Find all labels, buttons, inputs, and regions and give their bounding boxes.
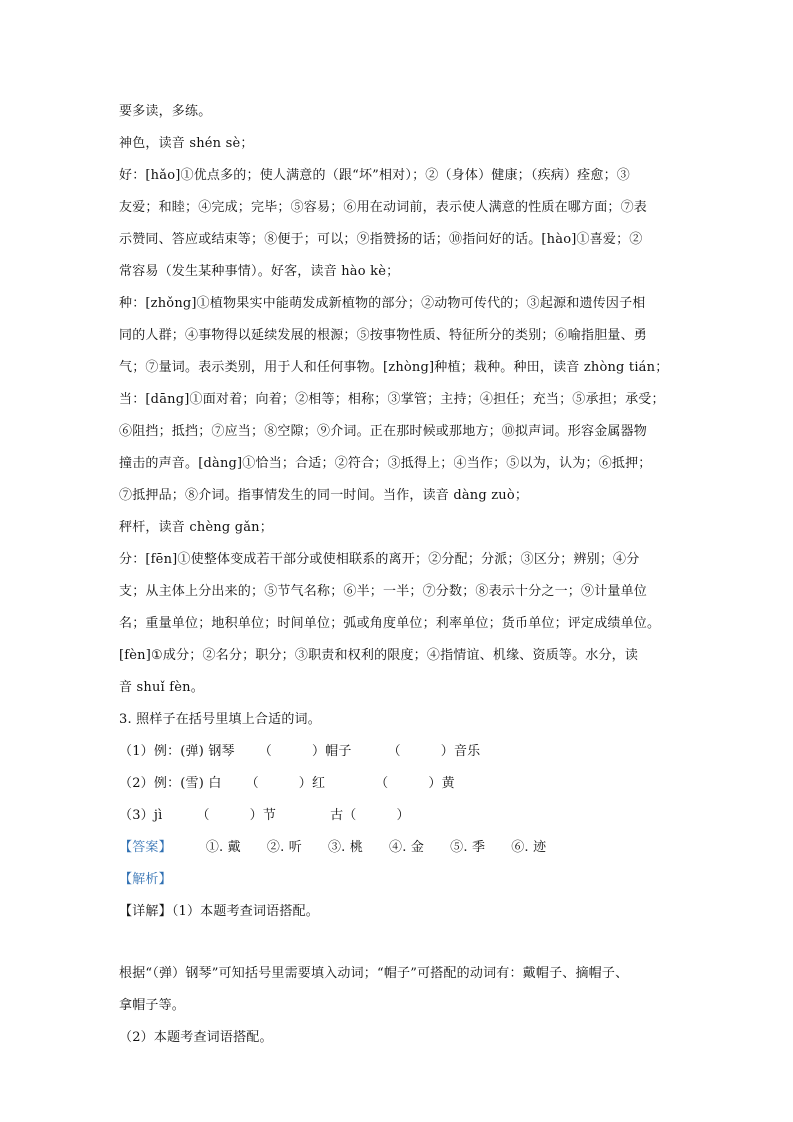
answer-line — [119, 840, 572, 856]
detail-text: （1）本题考查词语搭配。 — [171, 904, 319, 919]
paragraph-line: 种：[zhǒng]①植物果实中能萌发成新植物的部分；②动物可传代的；③起源和遗传因子相 — [119, 296, 646, 311]
paragraph-line: 常容易（发生某种事情）。好客，读音 hào kè； — [119, 264, 400, 279]
detail-label: 【详解】 — [119, 904, 172, 919]
paragraph-line: 支；从主体上分出来的；⑤节气名称；⑥半；一半；⑦分数；⑧表示十分之一；⑨计量单位 — [119, 584, 648, 599]
exercise-prefix: （1）例：(弹) 钢琴 — [119, 744, 235, 759]
paragraph-line: 同的人群；④事物得以延续发展的根源；⑤按事物性质、特征所分的类别；⑥喻指胆量、勇 — [119, 328, 648, 343]
answer-item: ③. 桃 — [327, 840, 364, 855]
question-heading: 3. 照样子在括号里填上合适的词。 — [119, 712, 321, 727]
paragraph-line: 当：[dāng]①面对着；向着；②相等；相称；③掌管；主持；④担任；充当；⑤承担；承受； — [119, 392, 665, 407]
paragraph-line: [fèn]①成分；②名分；职分；③职责和权利的限度；④指情谊、机缘、资质等。水分，读 — [119, 648, 639, 663]
blank-close: ）帽子 — [311, 744, 352, 759]
answer-item: ⑤. 季 — [450, 840, 486, 855]
blank-open: （ — [258, 744, 272, 759]
answer-item: ⑥. 迹 — [511, 840, 547, 855]
blank-close: ）节 — [249, 808, 277, 823]
explanation-line: 拿帽子等。 — [119, 998, 186, 1013]
paragraph-line: 神色，读音 shén sè； — [119, 136, 254, 151]
explanation-line: （2）本题考查词语搭配。 — [119, 1030, 273, 1045]
paragraph-line: 好：[hǎo]①优点多的；使人满意的（跟“坏”相对）；②（身体）健康；（疾病）痊愈；③ — [119, 168, 630, 183]
blank-close: ）黄 — [428, 776, 455, 791]
exercise-prefix: （3）jì — [119, 808, 163, 823]
paragraph-line: 友爱；和睦；④完成；完毕；⑤容易；⑥用在动词前，表示使人满意的性质在哪方面；⑦表 — [119, 200, 648, 215]
blank-open: 古（ — [330, 808, 357, 823]
answer-item: ①. 戴 — [205, 840, 241, 855]
analysis-label: 【解析】 — [119, 872, 172, 887]
paragraph-line: ⑥阻挡；抵挡；⑦应当；⑧空隙；⑨介词。正在那时候或那地方；⑩拟声词。形容金属器物 — [119, 424, 648, 439]
paragraph-line: ⑦抵押品；⑧介词。指事情发生的同一时间。当作，读音 dàng zuò； — [119, 488, 529, 503]
blank-close: ）音乐 — [440, 744, 481, 759]
answer-label: 【答案】 — [119, 840, 172, 855]
paragraph-line: 示赞同、答应或结束等；⑧便于；可以；⑨指赞扬的话；⑩指问好的话。[hào]①喜爱；② — [119, 232, 643, 247]
explanation-line: 根据“（弹）钢琴”可知括号里需要填入动词；“帽子”可搭配的动词有：戴帽子、摘帽子、 — [119, 966, 629, 981]
exercise-row-1 — [119, 744, 480, 760]
blank-open: （ — [375, 776, 389, 791]
paragraph-line: 音 shuǐ fèn。 — [119, 680, 204, 695]
paragraph-line: 名；重量单位；地积单位；时间单位；弧或角度单位；利率单位；货币单位；评定成绩单位。 — [119, 616, 661, 631]
paragraph-line: 分：[fēn]①使整体变成若干部分或使相联系的离开；②分配；分派；③区分；辨别；④分 — [119, 552, 640, 567]
blank-open: （ — [196, 808, 210, 823]
blank-open: （ — [387, 744, 401, 759]
paragraph-line: 气；⑦量词。表示类别，用于人和任何事物。[zhòng]种植；栽种。种田，读音 zhòng tián； — [119, 360, 669, 375]
exercise-row-3 — [119, 808, 410, 824]
paragraph-line: 撞击的声音。[dàng]①恰当；合适；②符合；③抵得上；④当作；⑤以为，认为；⑥抵押； — [119, 456, 652, 471]
exercise-prefix: （2）例：(雪) 白 — [119, 776, 222, 791]
exercise-row-2 — [119, 776, 455, 792]
paragraph-line: 秤杆，读音 chèng gǎn； — [119, 520, 273, 535]
detail-line — [119, 904, 319, 920]
blank-open: （ — [245, 776, 259, 791]
paragraph-line: 要多读，多练。 — [119, 104, 212, 119]
answer-item: ④. 金 — [389, 840, 425, 855]
blank-close: ）红 — [298, 776, 326, 791]
blank-close: ） — [396, 808, 410, 823]
answer-item: ②. 听 — [266, 840, 302, 855]
